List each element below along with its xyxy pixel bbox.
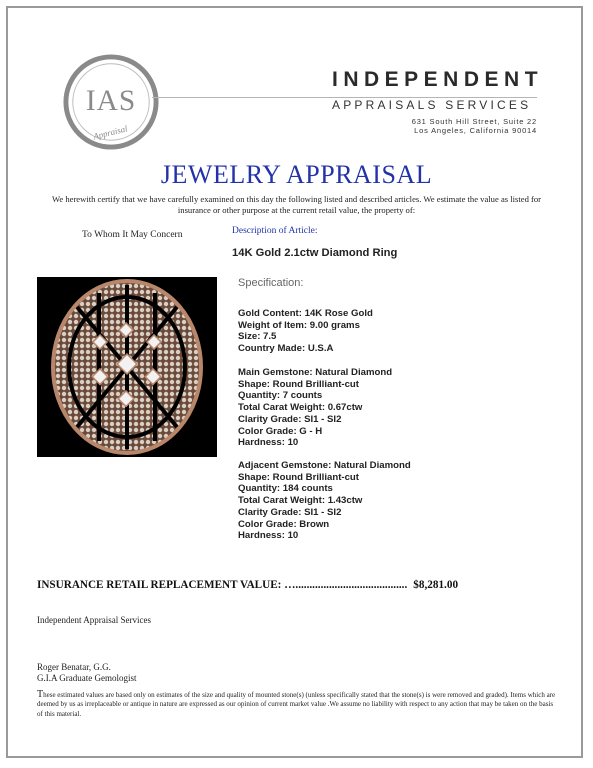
spec-line: Country Made: U.S.A <box>238 343 334 355</box>
firm-name: INDEPENDENT <box>332 68 544 91</box>
insurance-value-line <box>37 579 458 591</box>
page-title: JEWELRY APPRAISAL <box>160 160 433 189</box>
spec-line: Total Carat Weight: 1.43ctw <box>238 495 363 507</box>
spec-line: Gold Content: 14K Rose Gold <box>238 308 373 319</box>
spec-line: Hardness: 10 <box>238 530 299 542</box>
disclaimer-initial: T <box>37 689 44 700</box>
main-gemstone-specs <box>238 367 392 449</box>
spec-line: Color Grade: Brown <box>238 518 330 530</box>
spec-line: Main Gemstone: Natural Diamond <box>238 367 393 378</box>
recipient: To Whom It May Concern <box>82 230 183 240</box>
firm-subtitle: APPRAISALS SERVICES <box>332 98 532 112</box>
spec-line: Hardness: 10 <box>238 437 299 449</box>
ias-logo <box>62 53 160 151</box>
logo-text: IAS <box>85 84 137 117</box>
spec-line: Size: 7.5 <box>238 331 277 343</box>
ring-photo <box>37 277 217 457</box>
address-line-2: Los Angeles, California 90014 <box>414 126 537 135</box>
disclaimer-text: hese estimated values are based only on estimates of the size and quality of mounted stone(s) (unless specifically stated that the stone(s) is were removed and graded). Items which are deemed by us as irreplaceable or antique in nature are expressed as our opinion of current market value .We assume no liability with respect to any action that may be taken on the basis of this material. <box>37 691 556 718</box>
company-name: Independent Appraisal Services <box>37 615 151 625</box>
article-name: 14K Gold 2.1ctw Diamond Ring <box>232 247 398 259</box>
spec-line: Shape: Round Brilliant-cut <box>238 471 359 483</box>
signatory-name: Roger Benatar, G.G. <box>37 662 111 672</box>
disclaimer <box>37 690 557 719</box>
specification-label: Specification: <box>238 277 304 289</box>
spec-line: Weight of Item: 9.00 grams <box>238 319 360 331</box>
spec-line: Total Carat Weight: 0.67ctw <box>238 402 363 414</box>
spec-line: Quantity: 7 counts <box>238 390 323 402</box>
spec-line: Shape: Round Brilliant-cut <box>238 378 359 390</box>
gold-specs <box>238 308 373 355</box>
spec-line: Adjacent Gemstone: Natural Diamond <box>238 460 411 471</box>
spec-line: Clarity Grade: SI1 - SI2 <box>238 413 342 425</box>
signatory-title: G.I.A Graduate Gemologist <box>37 673 137 683</box>
logo-subtext: Appraisal <box>92 123 129 142</box>
insurance-value: $8,281.00 <box>413 579 459 591</box>
adjacent-gemstone-specs <box>238 460 411 542</box>
insurance-label: INSURANCE RETAIL REPLACEMENT VALUE: …........................................ <box>37 579 408 591</box>
spec-line: Clarity Grade: SI1 - SI2 <box>238 506 342 518</box>
address-line-1: 631 South Hill Street, Suite 22 <box>411 117 537 126</box>
spec-line: Color Grade: G - H <box>238 425 323 437</box>
description-label: Description of Article: <box>232 226 318 236</box>
certification-statement: We herewith certify that we have carefully examined on this day the following listed and described articles. We estimate the value as listed for insurance or other purpose at the current retail value, the property of: <box>51 194 542 215</box>
spec-line: Quantity: 184 counts <box>238 483 333 495</box>
